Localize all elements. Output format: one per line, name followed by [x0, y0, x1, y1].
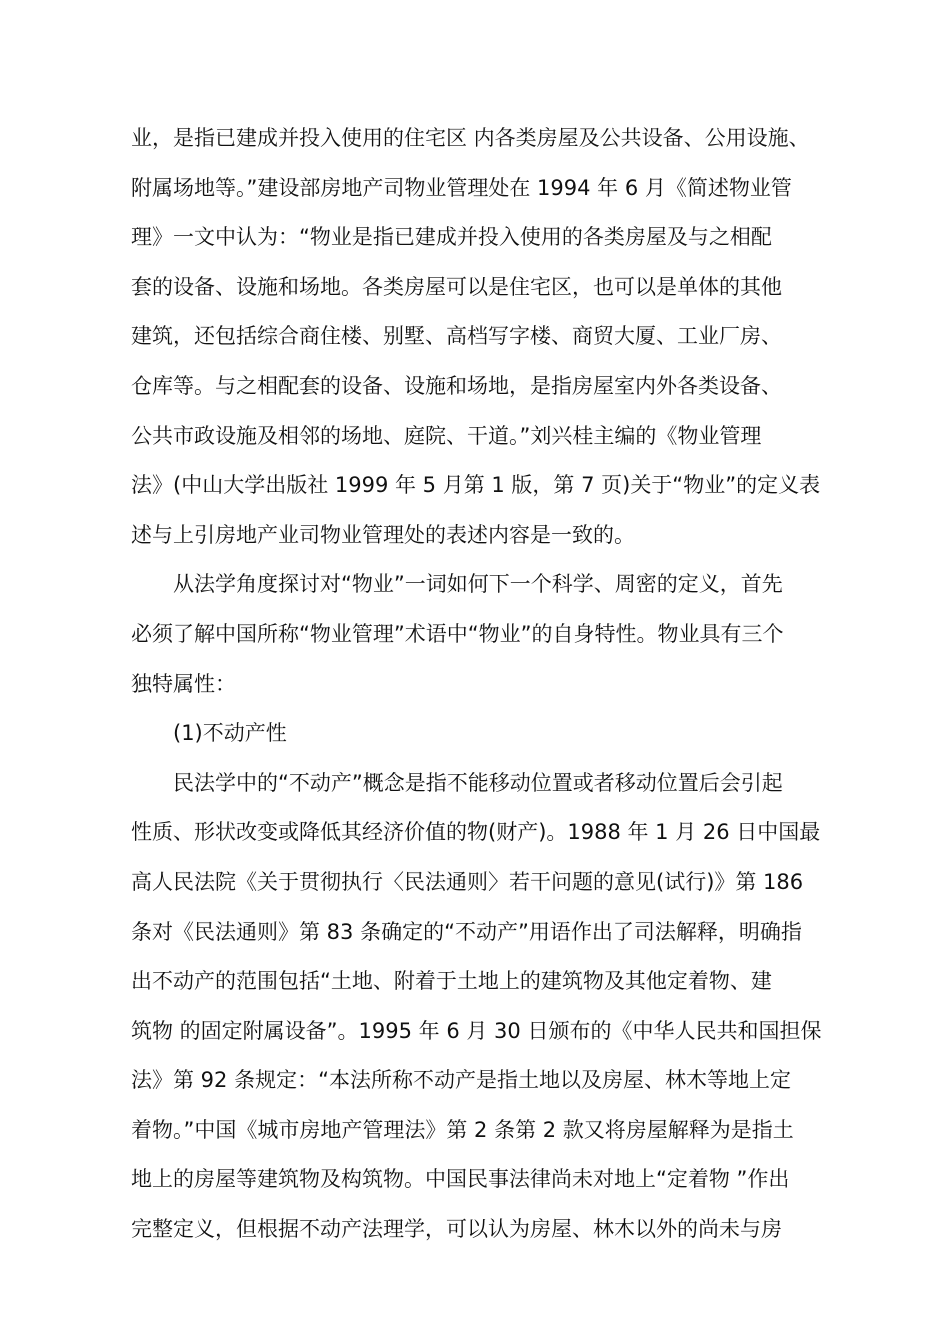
text-line: 业，是指已建成并投入使用的住宅区 内各类房屋及公共设备、公用设施、 [131, 126, 810, 150]
text-line: 条对《民法通则》第 83 条确定的“不动产”用语作出了司法解释，明确指 [131, 919, 802, 944]
text-line: 独特属性： [131, 671, 236, 696]
text-line: 地上的房屋等建筑物及构筑物。中国民事法律尚未对地上“定着物 ”作出 [131, 1167, 790, 1192]
document-body [131, 114, 851, 1255]
text-line: 高人民法院《关于贯彻执行〈民法通则〉若干问题的意见(试行)》第 186 [131, 869, 804, 894]
text-line: 法》第 92 条规定：“本法所称不动产是指土地以及房屋、林木等地上定 [131, 1068, 791, 1093]
text-line: 筑物 的固定附属设备”。1995 年 6 月 30 日颁布的《中华人民共和国担保 [131, 1018, 822, 1043]
text-line: 必须了解中国所称“物业管理”术语中“物业”的自身特性。物业具有三个 [131, 621, 784, 646]
text-line: 民法学中的“不动产”概念是指不能移动位置或者移动位置后会引起 [173, 770, 783, 795]
text-line: 述与上引房地产业司物业管理处的表述内容是一致的。 [131, 522, 635, 547]
text-line: 公共市政设施及相邻的场地、庭院、干道。”刘兴桂主编的《物业管理 [131, 423, 762, 448]
text-line: 出不动产的范围包括“土地、附着于土地上的建筑物及其他定着物、建 [131, 969, 772, 994]
text-line: 法》(中山大学出版社 1999 年 5 月第 1 版，第 7 页)关于“物业”的定义表 [131, 473, 821, 498]
text-line: 从法学角度探讨对“物业”一词如何下一个科学、周密的定义，首先 [173, 572, 783, 597]
text-line: 仓库等。与之相配套的设备、设施和场地，是指房屋室内外各类设备、 [131, 373, 782, 398]
text-line: 建筑，还包括综合商住楼、别墅、高档写字楼、商贸大厦、工业厂房、 [131, 324, 782, 349]
text-line: 理》一文中认为：“物业是指已建成并投入使用的各类房屋及与之相配 [131, 225, 772, 250]
text-line: 着物。”中国《城市房地产管理法》第 2 条第 2 款又将房屋解释为是指土 [131, 1117, 794, 1142]
text-line: 套的设备、设施和场地。各类房屋可以是住宅区，也可以是单体的其他 [131, 274, 782, 299]
text-line: 附属场地等。”建设部房地产司物业管理处在 1994 年 6 月《简述物业管 [131, 175, 792, 200]
text-line: 完整定义，但根据不动产法理学，可以认为房屋、林木以外的尚未与房 [131, 1217, 782, 1242]
text-line: (1)不动产性 [173, 721, 287, 746]
text-line: 性质、形状改变或降低其经济价值的物(财产)。1988 年 1 月 26 日中国最 [131, 820, 821, 845]
